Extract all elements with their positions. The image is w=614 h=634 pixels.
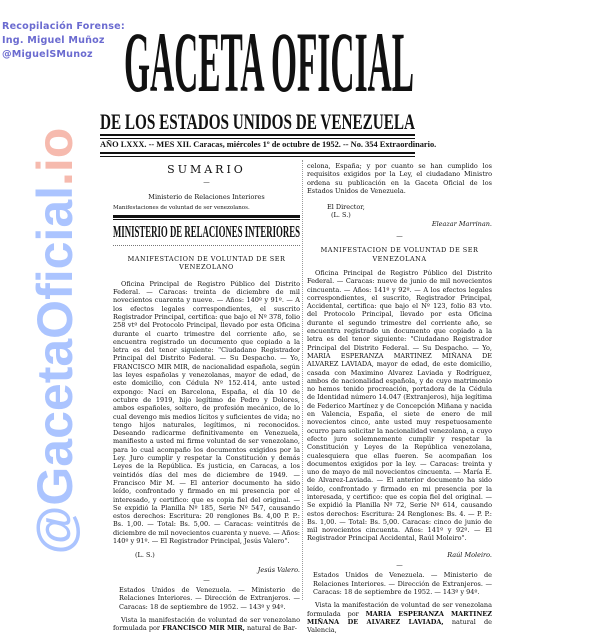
- dash-divider: —: [203, 575, 210, 584]
- resolution-text: natural de Bar-: [246, 624, 298, 633]
- sumario-heading: SUMARIO: [167, 163, 246, 176]
- director-label: El Director,: [327, 203, 365, 212]
- dash-divider: —: [396, 561, 403, 570]
- left-column: [113, 162, 300, 633]
- sumario-item: Manifestaciones de voluntad de ser venezolanos.: [113, 204, 250, 211]
- seal: (L. S.): [331, 211, 351, 220]
- masthead-title: [124, 14, 414, 110]
- sumario-ministry: Ministerio de Relaciones Interiores: [148, 192, 265, 201]
- watermark-text: @GacetaOficial: [27, 185, 83, 555]
- resolution-header: Estados Unidos de Venezuela. — Ministerio de Relaciones Interiores. — Dirección de Extranjeros. — Caracas: 18 de septiembre de 1952. — 143º y 94º.: [119, 586, 300, 611]
- issue-dateline: AÑO LXXX. -- MES XII. Caracas, miércoles 1º de octubre de 1952. -- No. 354 Extraordinario.: [100, 140, 437, 149]
- credit-line: Recopilación Forense:: [2, 21, 125, 32]
- resolution-text: natural de Valencia,: [307, 617, 492, 634]
- continuation-text: celona, España; y por cuanto se han cumplido los requisitos exigidos por la Ley, el ciudadano Ministro ordena su publicación en la Gaceta Oficial de los Estados Unidos de Venezuela.: [307, 162, 492, 195]
- applicant-name: MARIA ESPERANZA MARTINEZ MIÑANA DE ALVAREZ LAVIADA,: [307, 609, 492, 626]
- masthead-title-text: GACETA OFICIAL: [124, 14, 414, 110]
- credit-handle: @MiguelSMunoz: [2, 49, 93, 60]
- section-title: MANIFESTACION DE VOLUNTAD DE SER VENEZOLANO: [127, 255, 286, 272]
- header-rule: [100, 134, 415, 139]
- section-title: MANIFESTACION DE VOLUNTAD DE SER VENEZOLANA: [320, 246, 479, 263]
- column-divider: [302, 160, 303, 600]
- watermark: [26, 110, 84, 572]
- watermark-suffix: .io: [27, 127, 83, 186]
- ministry-heading-text: MINISTERIO DE RELACIONES INTERIORES: [113, 222, 300, 242]
- seal: (L. S.): [135, 551, 155, 560]
- credit-line: Ing. Miguel Muñoz: [2, 35, 105, 46]
- document-body: Oficina Principal de Registro Público del Distrito Federal. — Caracas: nueve de junio de mil novecientos cincuenta. — Años: 141º y 92º. — A los efectos legales correspondientes, el suscrito, Registrador Principal, Accidental, certifica: que bajo el Nº 123, folio 83 vto. del Protocolo Principal, llevado por esta Oficina durante el segundo trimestre del corriente año, se encuentra registrado un documento que copiado a la letra es del tenor siguiente: "Ciudadano Registrador Principal del Distrito Federal. — Su Despacho. — Yo, MARIA ESPERANZA MARTINEZ MIÑANA DE ALVAREZ LAVIADA, mayor de edad, de este domicilio, casada con Maximino Alvarez Laviada y Rodríguez, ambos de nacionalidad española, y de cuyo matrimonio no hemos tenido procreación, portadora de la Cédula de Identidad número 14.047 (Extranjeros), hija legítima de Federico Martínez y de Concepción Miñana y nacida en Valencia, España, el siete de enero de mil novecientos cinco, ante usted muy respetuosamente ocurro para solicitar la nacionalidad venezolana, a cuyo efecto juro solemnemente cumplir y respetar la Constitución y Leyes de la República venezolana, cualesquiera que ellas fueren. Se acompañan los documentos exigidos por la ley. — Caracas: treinta y uno de mayo de mil novecientos cincuenta. — María E. de Alvarez-Laviada. — El anterior documento ha sido leído, confrontado y firmado en mi presencia por la interesada, y certifico: que es copia fiel del original. — Se expidió la Planilla Nº 72, Serie Nº 614, causando estos derechos: Escritura: 24 Renglones: Bs. 4. — P. P.: Bs. 1,00. — Total: Bs. 5,00. Caracas: cinco de junio de mil novecientos cincuenta. Años: 141º y 92º. — El Registrador Principal Accidental, Raúl Moleiro".: [307, 268, 492, 543]
- dash-divider: —: [203, 178, 210, 187]
- resolution-text: Vista la manifestación de voluntad de ser venezolano formulada por: [113, 616, 300, 633]
- resolution-header: Estados Unidos de Venezuela. — Ministerio de Relaciones Interiores. — Dirección de Extranjeros. — Caracas: 18 de septiembre de 1952. — 143º y 94º.: [313, 571, 492, 596]
- header-rule: [100, 152, 415, 157]
- right-column: [307, 162, 492, 634]
- section-rule: [113, 245, 300, 246]
- section-rule: [113, 215, 300, 220]
- masthead-subtitle-text: DE LOS ESTADOS UNIDOS DE VENEZUELA: [100, 109, 415, 134]
- ministry-heading: [113, 222, 300, 242]
- applicant-name: FRANCISCO MIR MIR,: [162, 624, 245, 633]
- resolution-text: Vista la manifestación de voluntad de ser venezolana formulada por: [307, 601, 492, 618]
- compiler-credit: [2, 20, 125, 62]
- signature: Jesús Valero.: [257, 565, 300, 574]
- signature: Raúl Moleiro.: [447, 550, 492, 559]
- dash-divider: —: [396, 232, 403, 241]
- director-signature: Eleazar Marrinan.: [431, 219, 492, 228]
- document-body: Oficina Principal de Registro Público del Distrito Federal. — Caracas: treinta de diciembre de mil novecientos cuarenta y nueve. — Años: 140º y 91º. — A los efectos legales correspondientes, el suscrito Registrador Principal, certifica: que bajo el Nº 378, folio 258 vtº del Protocolo Principal, llevado por esta Oficina durante el cuarto trimestre del corriente año, se encuentra registrado un documento que copiado a la letra es del tenor siguiente: "Ciudadano Registrador Principal del Distrito Federal. — Su Despacho. — Yo, FRANCISCO MIR MIR, de nacionalidad española, según las leyes españolas y venezolanas, mayor de edad, de este domicilio, con Cédula Nº 152.414, ante usted expongo: Nací en Barcelona, España, el día 10 de octubre de 1919, hijo legítimo de Pedro y Dolores, ambos españoles, soltero, de profesión mecánico, de lo cual devengo mis medios lícitos y suficientes de vida; no tengo hijos naturales, legítimos, ni reconocidos. Deseando radicarme definitivamente en Venezuela, manifiesto a usted mi firme voluntad de ser venezolano, para lo cual acompaño los documentos exigidos por la Ley. Juro cumplir y respetar la Constitución y demás Leyes de la República. Es justicia, en Caracas, a los veintidós días del mes de diciembre de 1949. — Francisco Mir M. — El anterior documento ha sido leído, confrontado y firmado en mi presencia por el interesado, y certifico: que es copia fiel del original. — Se expidió la Planilla Nº 185, Serie Nº 547, causando estos derechos: Escritura: 20 renglones Bs. 4,00 P. P.: Bs. 1,00. — Total: Bs. 5,00. — Caracas: veintitrés de diciembre de mil novecientos cuarenta y nueve. — Años: 140º y 91º. — El Registrador Principal, Jesús Valero".: [113, 279, 300, 545]
- masthead-subtitle: [100, 110, 415, 134]
